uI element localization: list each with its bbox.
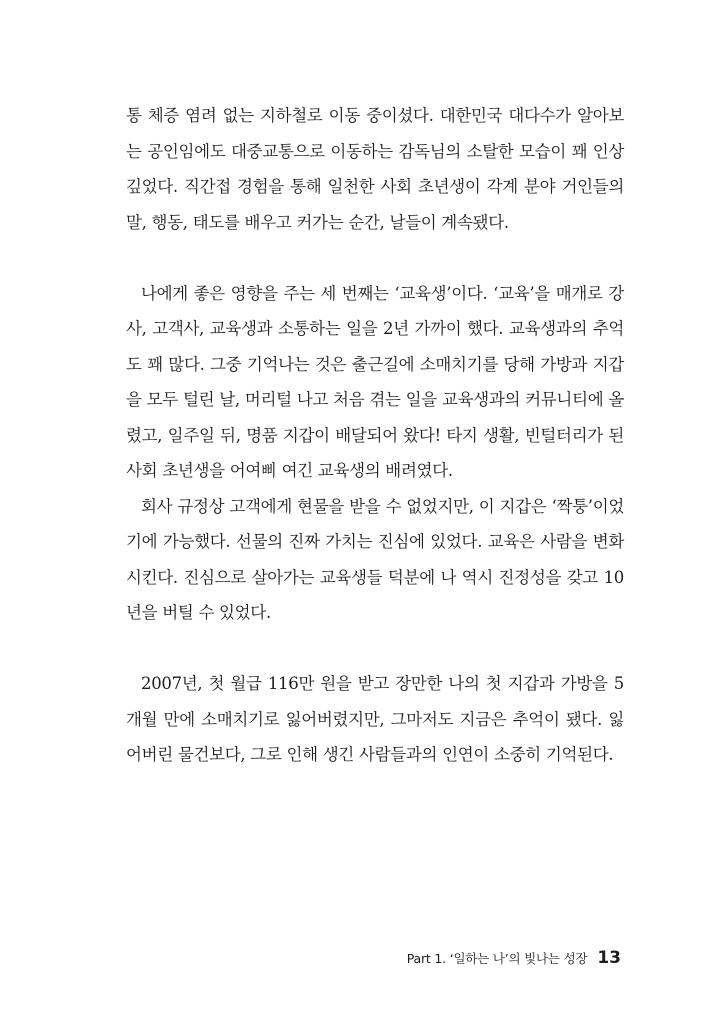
paragraph-gap <box>126 631 624 667</box>
paragraph-3: 회사 규정상 고객에게 현물을 받을 수 없었지만, 이 지갑은 ‘짝퉁’이었기에 가능했다. 선물의 진짜 가치는 진심에 있었다. 교육은 사람을 변화시킨다. 진심으로 살아가는 교육생들 덕분에 나 역시 진정성을 갖고 10년을 버틸 수 있었다. <box>126 496 624 622</box>
running-footer-title: Part 1. ‘일하는 나’의 빛나는 성장 <box>406 951 588 966</box>
paragraph-1: 통 체증 염려 없는 지하철로 이동 중이셨다. 대한민국 대다수가 알아보는 공인임에도 대중교통으로 이동하는 감독님의 소탈한 모습이 꽤 인상 깊었다. 직간접 경험을 통해 일천한 사회 초년생이 각계 분야 거인들의 말, 행동, 태도를 배우고 커가는 순간, 날들이 계속됐다. <box>126 106 624 232</box>
body-text <box>126 98 624 773</box>
paragraph-4: 2007년, 첫 월급 116만 원을 받고 장만한 나의 첫 지갑과 가방을 5개월 만에 소매치기로 잃어버렸지만, 그마저도 지금은 추억이 됐다. 잃어버린 물건보다, 그로 인해 생긴 사람들과의 인연이 소중히 기억된다. <box>126 674 624 764</box>
paragraph-gap <box>126 240 624 276</box>
page-number: 13 <box>597 948 621 968</box>
paragraph-2: 나에게 좋은 영향을 주는 세 번째는 ‘교육생’이다. ‘교육’을 매개로 강사, 고객사, 교육생과 소통하는 일을 2년 가까이 했다. 교육생과의 추억도 꽤 많다. 그중 기억나는 것은 출근길에 소매치기를 당해 가방과 지갑을 모두 털린 날, 머리털 나고 처음 겪는 일을 교육생과의 커뮤니티에 올렸고, 일주일 뒤, 명품 지갑이 배달되어 왔다! 타지 생활, 빈털터리가 된 사회 초년생을 어여삐 여긴 교육생의 배려였다. <box>126 283 624 480</box>
page-footer <box>407 948 621 968</box>
